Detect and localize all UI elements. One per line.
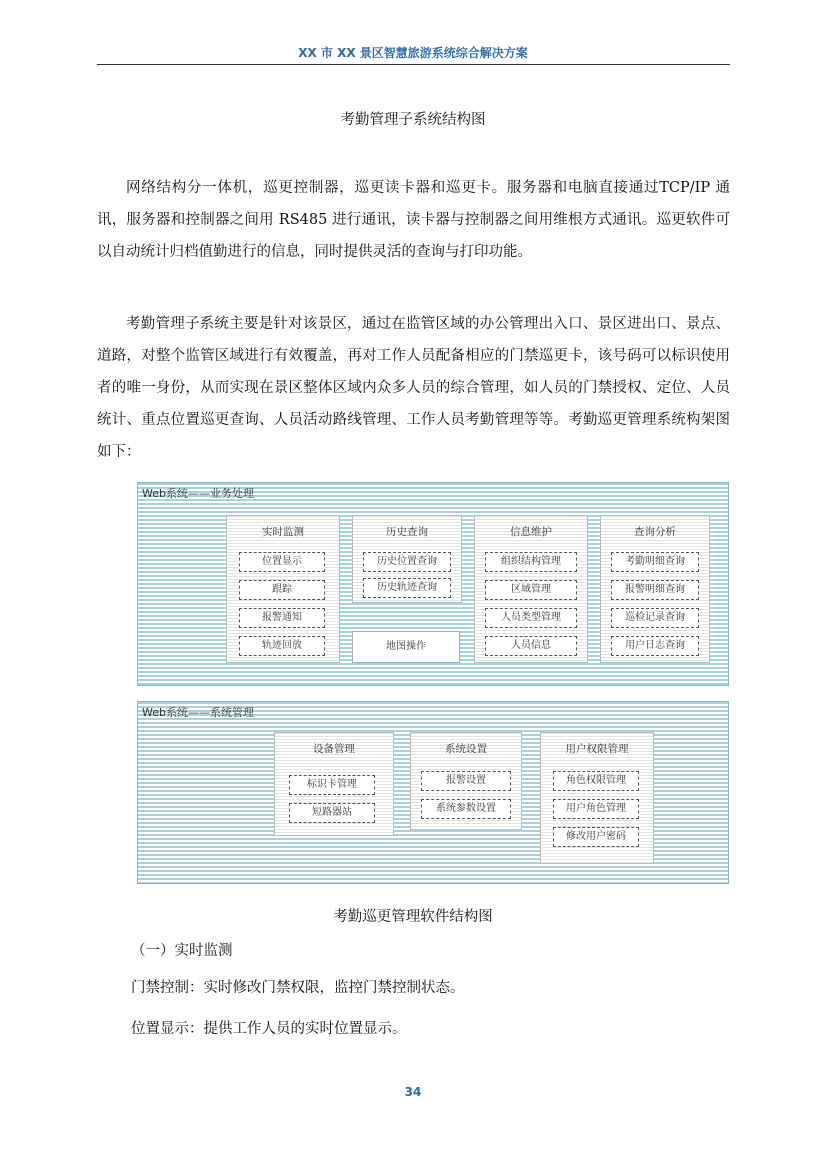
box-item: 报警明细查询	[611, 580, 699, 600]
box-item: 组织结构管理	[485, 552, 577, 572]
group-title: 用户权限管理	[565, 743, 629, 755]
group-title: 实时监测	[262, 526, 304, 538]
group-permission	[540, 732, 654, 864]
group-device	[274, 732, 394, 836]
paragraph-network: 网络结构分一体机，巡更控制器，巡更读卡器和巡更卡。服务器和电脑直接通过TCP/IP 通讯，服务器和控制器之间用 RS485 进行通讯，读卡器与控制器之间用维根方式通讯。巡更软件可以自动统计归档值勤进行的信息，同时提供灵活的查询与打印功能。	[97, 180, 730, 260]
paragraph-attendance: 考勤管理子系统主要是针对该景区，通过在监管区域的办公管理出入口、景区进出口、景点、道路，对整个监管区域进行有效覆盖，再对工作人员配备相应的门禁巡更卡，该号码可以标识使用者的唯一身份，从而实现在景区整体区域内众多人员的综合管理，如人员的门禁授权、定位、人员统计、重点位置巡更查询、人员活动路线管理、工作人员考勤管理等等。考勤巡更管理系统构架图如下：	[97, 316, 730, 460]
group-title: 查询分析	[634, 526, 676, 538]
diagram-system-title: Web系统——系统管理	[142, 706, 254, 719]
figure-caption-1: 考勤管理子系统结构图	[340, 112, 486, 128]
box-item: 人员类型管理	[485, 608, 577, 628]
box-item: 短路器站	[289, 803, 375, 823]
box-item: 角色权限管理	[553, 771, 639, 791]
diagram-business-title: Web系统——业务处理	[142, 487, 254, 500]
box-item: 人员信息	[485, 636, 577, 656]
box-item: 报警通知	[239, 608, 325, 628]
box-item: 考勤明细查询	[611, 552, 699, 572]
group-title: 设备管理	[313, 743, 355, 755]
figure-caption-2: 考勤巡更管理软件结构图	[333, 909, 493, 925]
box-item: 历史轨迹查询	[363, 578, 451, 598]
text-line-position: 位置显示：提供工作人员的实时位置显示。	[131, 1021, 407, 1037]
box-item: 历史位置查询	[363, 552, 451, 572]
diagram-business	[137, 482, 729, 686]
group-settings	[410, 732, 522, 830]
group-info	[474, 515, 588, 663]
box-item: 用户角色管理	[553, 799, 639, 819]
group-realtime	[226, 515, 340, 663]
group-history	[352, 515, 462, 603]
header-rule	[97, 64, 730, 65]
box-item: 巡检记录查询	[611, 608, 699, 628]
box-item: 修改用户密码	[553, 827, 639, 847]
box-item: 报警设置	[421, 771, 511, 791]
text-line-door-control: 门禁控制：实时修改门禁权限，监控门禁控制状态。	[131, 980, 465, 996]
group-title: 系统设置	[445, 743, 487, 755]
box-map-operation: 地图操作	[352, 631, 460, 663]
page-number: 34	[404, 1085, 422, 1099]
group-title: 历史查询	[386, 526, 428, 538]
box-item: 轨迹回放	[239, 636, 325, 656]
box-item: 用户日志查询	[611, 636, 699, 656]
box-item: 系统参数设置	[421, 799, 511, 819]
box-item: 标识卡管理	[289, 775, 375, 795]
group-title: 信息维护	[510, 526, 552, 538]
section-heading: （一）实时监测	[131, 943, 233, 959]
box-item: 区域管理	[485, 580, 577, 600]
group-analysis	[600, 515, 710, 663]
box-item: 位置显示	[239, 552, 325, 572]
diagram-system	[137, 701, 729, 884]
box-item: 跟踪	[239, 580, 325, 600]
page-header: XX 市 XX 景区智慧旅游系统综合解决方案	[298, 46, 528, 60]
